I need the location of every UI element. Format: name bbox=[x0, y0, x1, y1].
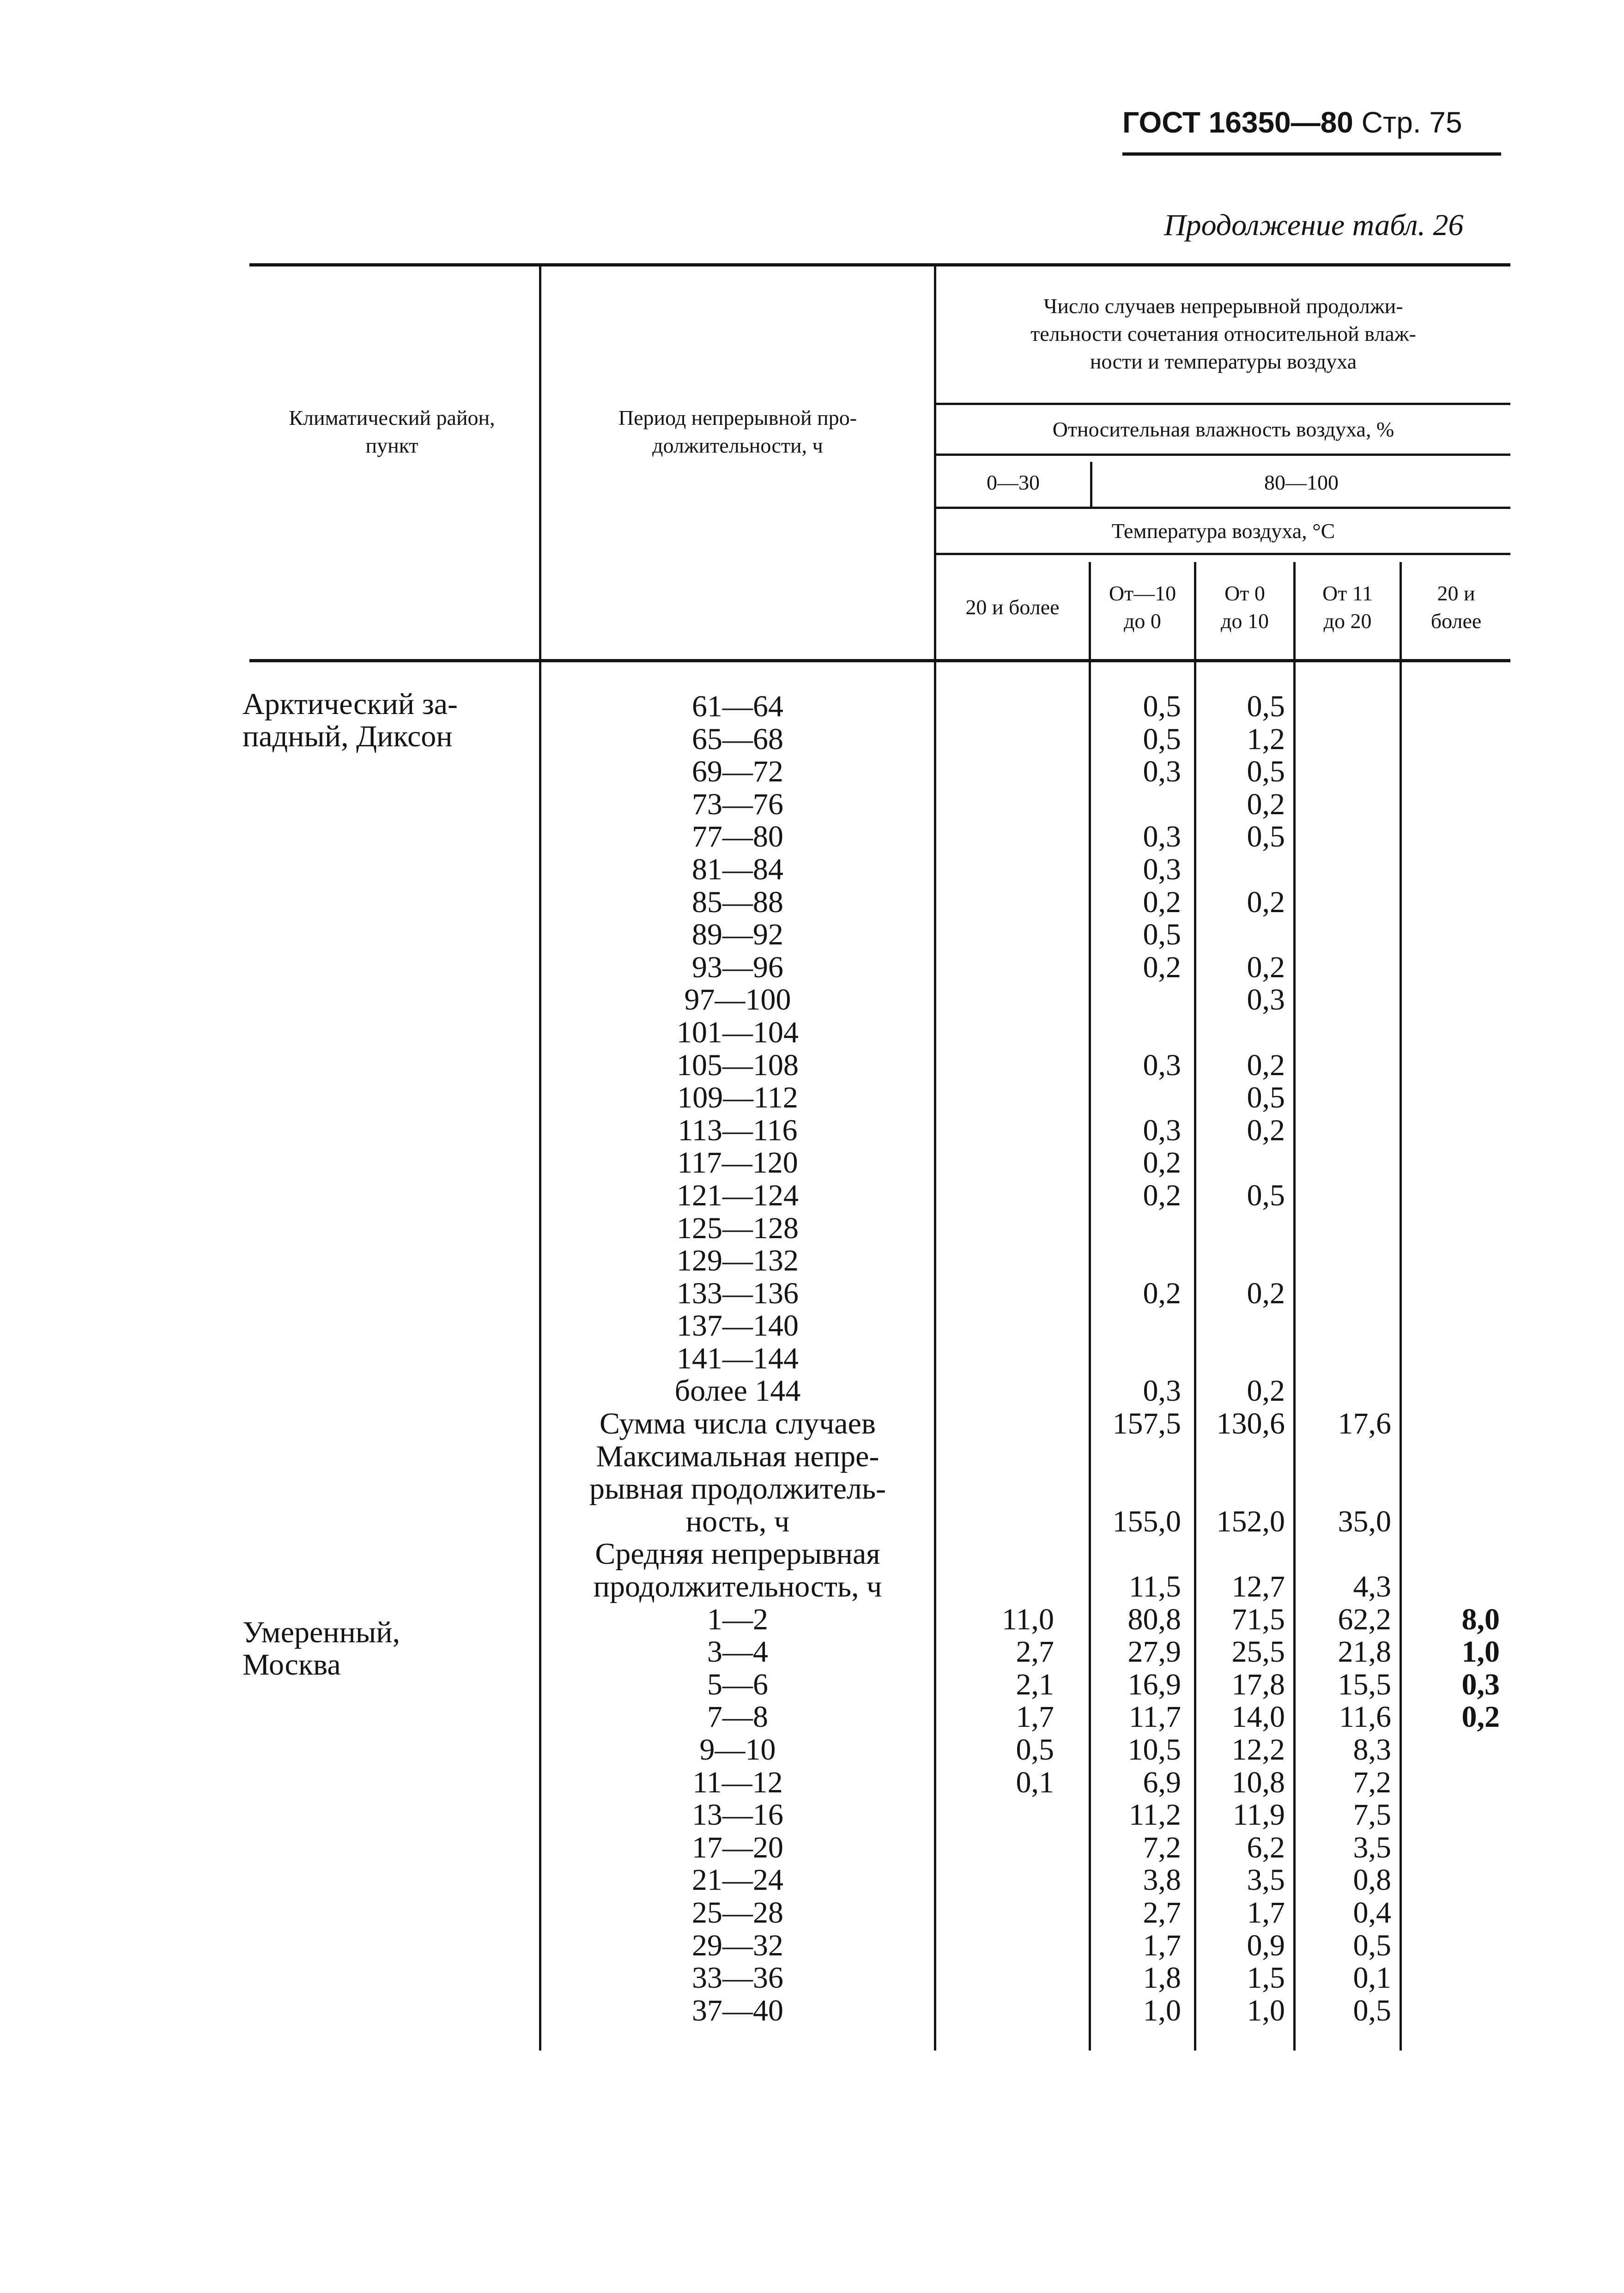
period-cell: 125—128 bbox=[677, 1211, 799, 1245]
empty-cell bbox=[1402, 821, 1500, 853]
period-column bbox=[541, 690, 934, 2027]
empty-cell bbox=[936, 756, 1054, 788]
empty-cell bbox=[1296, 853, 1391, 886]
empty-cell bbox=[1402, 1506, 1500, 1538]
value-cell: 7,5 bbox=[1353, 1798, 1391, 1832]
empty-cell bbox=[1091, 984, 1181, 1016]
empty-cell bbox=[1296, 1277, 1391, 1310]
empty-cell bbox=[1091, 1538, 1181, 1571]
value-cell: 10,8 bbox=[1231, 1765, 1285, 1799]
empty-cell bbox=[1296, 1016, 1391, 1049]
empty-cell bbox=[1402, 1538, 1500, 1571]
value-cell: 0,5 bbox=[1247, 690, 1285, 723]
empty-cell bbox=[1296, 1375, 1391, 1408]
value-cell: 35,0 bbox=[1338, 1504, 1391, 1538]
empty-cell bbox=[936, 886, 1054, 919]
value-cell: 0,4 bbox=[1353, 1895, 1391, 1930]
empty-cell bbox=[1402, 853, 1500, 886]
empty-cell bbox=[1402, 1734, 1500, 1767]
empty-cell bbox=[936, 1245, 1054, 1277]
rule-under-cases bbox=[935, 403, 1510, 405]
empty-cell bbox=[1196, 1212, 1285, 1245]
empty-cell bbox=[1402, 1962, 1500, 1995]
period-cell: 137—140 bbox=[677, 1309, 799, 1343]
period-cell: 69—72 bbox=[692, 755, 783, 789]
header-rule bbox=[1122, 152, 1501, 156]
empty-cell bbox=[1402, 1147, 1500, 1180]
period-cell: 73—76 bbox=[692, 787, 783, 821]
value-cell: 0,2 bbox=[1143, 1146, 1181, 1180]
value-cell: 0,5 bbox=[1143, 918, 1181, 952]
value-cell: 12,7 bbox=[1231, 1570, 1285, 1604]
empty-cell bbox=[1402, 1082, 1500, 1114]
empty-cell bbox=[1296, 1473, 1391, 1506]
empty-cell bbox=[936, 951, 1054, 984]
summary-label: Средняя непрерывная bbox=[595, 1537, 880, 1571]
period-cell: 9—10 bbox=[699, 1733, 776, 1767]
period-cell: 105—108 bbox=[677, 1048, 799, 1082]
period-cell: 1—2 bbox=[707, 1602, 768, 1636]
period-cell: 21—24 bbox=[692, 1863, 783, 1897]
period-cell: 129—132 bbox=[677, 1244, 799, 1278]
summary-label: ность, ч bbox=[685, 1504, 790, 1538]
value-cell: 14,0 bbox=[1231, 1700, 1285, 1734]
empty-cell bbox=[936, 1343, 1054, 1375]
value-cell: 0,1 bbox=[1016, 1765, 1054, 1799]
empty-cell bbox=[1196, 1310, 1285, 1343]
empty-cell bbox=[936, 1930, 1054, 1962]
empty-cell bbox=[1296, 723, 1391, 756]
empty-cell bbox=[1091, 1473, 1181, 1506]
value-cell: 0,2 bbox=[1247, 1374, 1285, 1408]
value-cell: 1,2 bbox=[1247, 722, 1285, 756]
value-cell: 3,5 bbox=[1353, 1830, 1391, 1864]
value-cell: 0,2 bbox=[1143, 885, 1181, 919]
empty-cell bbox=[1402, 1180, 1500, 1212]
column-20-and-more-low bbox=[936, 690, 1054, 2027]
empty-cell bbox=[1402, 886, 1500, 919]
region-arctic: Арктический за- падный, Диксон bbox=[242, 687, 458, 753]
empty-cell bbox=[1402, 1930, 1500, 1962]
empty-cell bbox=[936, 1571, 1054, 1603]
value-cell: 71,5 bbox=[1231, 1602, 1285, 1636]
value-cell: 11,7 bbox=[1128, 1700, 1181, 1734]
value-cell: 8,3 bbox=[1353, 1733, 1391, 1767]
region-moderate: Умеренный, Москва bbox=[242, 1615, 400, 1682]
value-cell: 0,1 bbox=[1353, 1961, 1391, 1995]
value-cell: 1,0 bbox=[1247, 1993, 1285, 2027]
empty-cell bbox=[936, 1082, 1054, 1114]
column-0-to-10 bbox=[1196, 690, 1285, 2027]
period-cell: 61—64 bbox=[692, 690, 783, 723]
value-cell: 0,5 bbox=[1247, 820, 1285, 854]
value-cell: 155,0 bbox=[1112, 1504, 1181, 1538]
value-cell: 3,8 bbox=[1143, 1863, 1181, 1897]
empty-cell bbox=[1296, 1440, 1391, 1473]
empty-cell bbox=[1402, 723, 1500, 756]
summary-label: Сумма числа случаев bbox=[599, 1407, 876, 1441]
empty-cell bbox=[1196, 1440, 1285, 1473]
empty-cell bbox=[936, 1049, 1054, 1082]
empty-cell bbox=[1196, 853, 1285, 886]
header-humidity-high: 80—100 bbox=[1264, 471, 1339, 494]
page-number: Стр. 75 bbox=[1361, 106, 1462, 139]
period-cell: 93—96 bbox=[692, 950, 783, 984]
empty-cell bbox=[936, 1799, 1054, 1832]
value-cell: 4,3 bbox=[1353, 1570, 1391, 1604]
empty-cell bbox=[1402, 1832, 1500, 1864]
value-cell: 1,0 bbox=[1143, 1993, 1181, 2027]
empty-cell bbox=[936, 1864, 1054, 1897]
rule-under-temperature bbox=[935, 553, 1510, 555]
value-cell: 0,5 bbox=[1143, 722, 1181, 756]
period-cell: 7—8 bbox=[707, 1700, 768, 1734]
header-bottom-rule bbox=[249, 659, 1510, 662]
value-cell: 0,2 bbox=[1143, 1276, 1181, 1310]
empty-cell bbox=[936, 1212, 1054, 1245]
value-cell: 0,2 bbox=[1247, 1276, 1285, 1310]
empty-cell bbox=[936, 1538, 1054, 1571]
value-cell: 0,5 bbox=[1353, 1993, 1391, 2027]
value-cell: 17,6 bbox=[1338, 1407, 1391, 1441]
column-11-to-20 bbox=[1296, 690, 1391, 2027]
empty-cell bbox=[1402, 1212, 1500, 1245]
empty-cell bbox=[936, 821, 1054, 853]
value-cell: 2,1 bbox=[1016, 1667, 1054, 1701]
header-humidity: Относительная влажность воздуха, % bbox=[1052, 417, 1394, 441]
value-cell: 1,7 bbox=[1016, 1700, 1054, 1734]
empty-cell bbox=[1296, 984, 1391, 1016]
empty-cell bbox=[1296, 788, 1391, 821]
empty-cell bbox=[1296, 690, 1391, 723]
value-cell: 7,2 bbox=[1353, 1765, 1391, 1799]
value-cell: 16,9 bbox=[1127, 1667, 1181, 1701]
empty-cell bbox=[1402, 1016, 1500, 1049]
empty-cell bbox=[936, 1962, 1054, 1995]
period-cell: 89—92 bbox=[692, 918, 783, 952]
empty-cell bbox=[936, 788, 1054, 821]
value-cell: 0,3 bbox=[1143, 852, 1181, 886]
value-cell: 0,3 bbox=[1143, 755, 1181, 789]
empty-cell bbox=[936, 1506, 1054, 1538]
empty-cell bbox=[936, 1897, 1054, 1930]
header-region: Климатический район, пункт bbox=[289, 406, 495, 457]
empty-cell bbox=[936, 1995, 1054, 2027]
value-cell: 3,5 bbox=[1247, 1863, 1285, 1897]
value-cell: 11,6 bbox=[1339, 1700, 1391, 1734]
value-cell: 11,5 bbox=[1128, 1570, 1181, 1604]
empty-cell bbox=[1296, 1114, 1391, 1147]
header-temp-20-more: 20 и более bbox=[965, 595, 1060, 619]
header-temp-minus10-0: От—10 до 0 bbox=[1109, 581, 1176, 633]
empty-cell bbox=[1402, 1767, 1500, 1799]
standard-number: ГОСТ 16350—80 bbox=[1122, 106, 1353, 139]
empty-cell bbox=[1402, 1245, 1500, 1277]
empty-cell bbox=[1296, 1538, 1391, 1571]
empty-cell bbox=[936, 1180, 1054, 1212]
empty-cell bbox=[1402, 1995, 1500, 2027]
empty-cell bbox=[936, 1147, 1054, 1180]
value-cell: 1,8 bbox=[1143, 1961, 1181, 1995]
empty-cell bbox=[1402, 1408, 1500, 1440]
period-cell: 17—20 bbox=[692, 1830, 783, 1864]
period-cell: 117—120 bbox=[677, 1146, 798, 1180]
value-cell: 1,7 bbox=[1247, 1895, 1285, 1930]
period-cell: 141—144 bbox=[677, 1341, 799, 1375]
value-cell: 6,9 bbox=[1143, 1765, 1181, 1799]
column-minus10-to-0 bbox=[1091, 690, 1181, 2027]
empty-cell bbox=[1402, 1375, 1500, 1408]
period-cell: 81—84 bbox=[692, 852, 783, 886]
value-cell: 0,2 bbox=[1247, 1113, 1285, 1147]
value-cell: 0,3 bbox=[1143, 1113, 1181, 1147]
empty-cell bbox=[1091, 1310, 1181, 1343]
empty-cell bbox=[1402, 1310, 1500, 1343]
period-cell: 13—16 bbox=[692, 1798, 783, 1832]
value-cell: 0,5 bbox=[1016, 1733, 1054, 1767]
value-cell: 157,5 bbox=[1112, 1407, 1181, 1441]
value-cell: 2,7 bbox=[1016, 1635, 1054, 1669]
empty-cell bbox=[1196, 1016, 1285, 1049]
value-cell: 0,9 bbox=[1247, 1928, 1285, 1962]
empty-cell bbox=[1296, 1082, 1391, 1114]
header-humidity-low: 0—30 bbox=[987, 471, 1040, 494]
empty-cell bbox=[936, 1277, 1054, 1310]
period-cell: более 144 bbox=[674, 1374, 801, 1408]
empty-cell bbox=[1402, 1799, 1500, 1832]
header-temp-11-20: От 11 до 20 bbox=[1322, 581, 1373, 633]
empty-cell bbox=[1402, 1049, 1500, 1082]
empty-cell bbox=[936, 1440, 1054, 1473]
value-cell: 0,3 bbox=[1143, 1048, 1181, 1082]
value-cell: 62,2 bbox=[1338, 1602, 1391, 1636]
empty-cell bbox=[1402, 690, 1500, 723]
period-cell: 85—88 bbox=[692, 885, 783, 919]
value-cell: 0,5 bbox=[1247, 1178, 1285, 1212]
value-cell: 152,0 bbox=[1216, 1504, 1285, 1538]
value-cell: 1,0 bbox=[1461, 1635, 1500, 1669]
empty-cell bbox=[1296, 1343, 1391, 1375]
empty-cell bbox=[1296, 1049, 1391, 1082]
value-cell: 27,9 bbox=[1127, 1635, 1181, 1669]
value-cell: 0,5 bbox=[1353, 1928, 1391, 1962]
empty-cell bbox=[1402, 1473, 1500, 1506]
value-cell: 2,7 bbox=[1143, 1895, 1181, 1930]
value-cell: 0,3 bbox=[1247, 983, 1285, 1017]
empty-cell bbox=[1196, 919, 1285, 951]
empty-cell bbox=[936, 1832, 1054, 1864]
empty-cell bbox=[1296, 1310, 1391, 1343]
empty-cell bbox=[936, 1114, 1054, 1147]
value-cell: 0,3 bbox=[1461, 1667, 1500, 1701]
value-cell: 0,3 bbox=[1143, 820, 1181, 854]
value-cell: 6,2 bbox=[1247, 1830, 1285, 1864]
empty-cell bbox=[936, 1375, 1054, 1408]
empty-cell bbox=[1402, 788, 1500, 821]
header-temperature: Температура воздуха, °С bbox=[1111, 519, 1335, 543]
column-20-and-more-high bbox=[1402, 690, 1500, 2027]
table-top-rule bbox=[249, 263, 1510, 266]
period-cell: 33—36 bbox=[692, 1961, 783, 1995]
empty-cell bbox=[1091, 1016, 1181, 1049]
empty-cell bbox=[1402, 1864, 1500, 1897]
value-cell: 0,5 bbox=[1143, 690, 1181, 723]
summary-label: Максимальная непре- bbox=[596, 1439, 879, 1473]
summary-label: рывная продолжитель- bbox=[589, 1472, 886, 1506]
empty-cell bbox=[936, 723, 1054, 756]
header-temp-20-more-high: 20 и более bbox=[1430, 581, 1482, 633]
empty-cell bbox=[1296, 821, 1391, 853]
empty-cell bbox=[1091, 1212, 1181, 1245]
empty-cell bbox=[1296, 1180, 1391, 1212]
empty-cell bbox=[1402, 1343, 1500, 1375]
value-cell: 21,8 bbox=[1338, 1635, 1391, 1669]
empty-cell bbox=[1296, 886, 1391, 919]
value-cell: 0,2 bbox=[1247, 950, 1285, 984]
empty-cell bbox=[1296, 1147, 1391, 1180]
empty-cell bbox=[1402, 756, 1500, 788]
empty-cell bbox=[1196, 1147, 1285, 1180]
empty-cell bbox=[1402, 1277, 1500, 1310]
value-cell: 17,8 bbox=[1231, 1667, 1285, 1701]
empty-cell bbox=[1296, 951, 1391, 984]
value-cell: 130,6 bbox=[1216, 1407, 1285, 1441]
page-header bbox=[1122, 105, 1462, 139]
value-cell: 0,2 bbox=[1247, 1048, 1285, 1082]
table-caption: Продолжение табл. 26 bbox=[1164, 208, 1464, 242]
value-cell: 0,2 bbox=[1461, 1700, 1500, 1734]
empty-cell bbox=[1402, 951, 1500, 984]
value-cell: 0,5 bbox=[1247, 1081, 1285, 1115]
period-cell: 25—28 bbox=[692, 1895, 783, 1930]
value-cell: 25,5 bbox=[1231, 1635, 1285, 1669]
empty-cell bbox=[936, 1310, 1054, 1343]
period-cell: 29—32 bbox=[692, 1928, 783, 1962]
period-cell: 37—40 bbox=[692, 1993, 783, 2027]
empty-cell bbox=[1402, 1440, 1500, 1473]
empty-cell bbox=[1402, 919, 1500, 951]
empty-cell bbox=[1196, 1538, 1285, 1571]
value-cell: 0,8 bbox=[1353, 1863, 1391, 1897]
rule-under-ranges bbox=[935, 507, 1510, 509]
value-cell: 0,2 bbox=[1247, 787, 1285, 821]
header-temp-0-10: От 0 до 10 bbox=[1221, 581, 1269, 633]
value-cell: 12,2 bbox=[1231, 1733, 1285, 1767]
empty-cell bbox=[1091, 1440, 1181, 1473]
empty-cell bbox=[1196, 1343, 1285, 1375]
value-cell: 11,9 bbox=[1232, 1798, 1285, 1832]
empty-cell bbox=[1402, 1571, 1500, 1603]
empty-cell bbox=[936, 690, 1054, 723]
empty-cell bbox=[936, 984, 1054, 1016]
header-period: Период непрерывной про- должительности, ч bbox=[618, 406, 857, 457]
empty-cell bbox=[936, 1408, 1054, 1440]
empty-cell bbox=[936, 1016, 1054, 1049]
value-cell: 1,5 bbox=[1247, 1961, 1285, 1995]
value-cell: 15,5 bbox=[1338, 1667, 1391, 1701]
period-cell: 113—116 bbox=[678, 1113, 798, 1147]
empty-cell bbox=[936, 853, 1054, 886]
period-cell: 5—6 bbox=[707, 1667, 768, 1701]
period-cell: 121—124 bbox=[677, 1178, 799, 1212]
empty-cell bbox=[1296, 756, 1391, 788]
empty-cell bbox=[1196, 1245, 1285, 1277]
empty-cell bbox=[1091, 1082, 1181, 1114]
value-cell: 0,3 bbox=[1143, 1374, 1181, 1408]
empty-cell bbox=[1091, 1245, 1181, 1277]
empty-cell bbox=[1402, 1114, 1500, 1147]
period-cell: 11—12 bbox=[692, 1765, 783, 1799]
value-cell: 10,5 bbox=[1127, 1733, 1181, 1767]
value-cell: 80,8 bbox=[1127, 1602, 1181, 1636]
period-cell: 101—104 bbox=[677, 1015, 799, 1049]
value-cell: 11,0 bbox=[1001, 1602, 1054, 1636]
empty-cell bbox=[936, 919, 1054, 951]
period-cell: 109—112 bbox=[677, 1081, 798, 1115]
period-cell: 133—136 bbox=[677, 1276, 799, 1310]
value-cell: 0,2 bbox=[1143, 950, 1181, 984]
period-cell: 65—68 bbox=[692, 722, 783, 756]
empty-cell bbox=[1402, 1897, 1500, 1930]
empty-cell bbox=[1402, 984, 1500, 1016]
header-cases: Число случаев непрерывной продолжи- тельности сочетания относительной влаж- ности и температуры воздуха bbox=[1030, 294, 1416, 373]
empty-cell bbox=[936, 1473, 1054, 1506]
value-cell: 7,2 bbox=[1143, 1830, 1181, 1864]
empty-cell bbox=[1296, 1212, 1391, 1245]
value-cell: 0,2 bbox=[1247, 885, 1285, 919]
value-cell: 0,2 bbox=[1143, 1178, 1181, 1212]
period-cell: 97—100 bbox=[684, 983, 791, 1017]
period-cell: 3—4 bbox=[707, 1635, 768, 1669]
empty-cell bbox=[1296, 1245, 1391, 1277]
value-cell: 8,0 bbox=[1461, 1602, 1500, 1636]
rule-under-humidity bbox=[935, 454, 1510, 456]
summary-label: продолжительность, ч bbox=[593, 1570, 882, 1604]
empty-cell bbox=[1091, 1343, 1181, 1375]
empty-cell bbox=[1196, 1473, 1285, 1506]
value-cell: 1,7 bbox=[1143, 1928, 1181, 1962]
empty-cell bbox=[1296, 919, 1391, 951]
value-cell: 0,5 bbox=[1247, 755, 1285, 789]
empty-cell bbox=[1091, 788, 1181, 821]
period-cell: 77—80 bbox=[692, 820, 783, 854]
value-cell: 11,2 bbox=[1128, 1798, 1181, 1832]
